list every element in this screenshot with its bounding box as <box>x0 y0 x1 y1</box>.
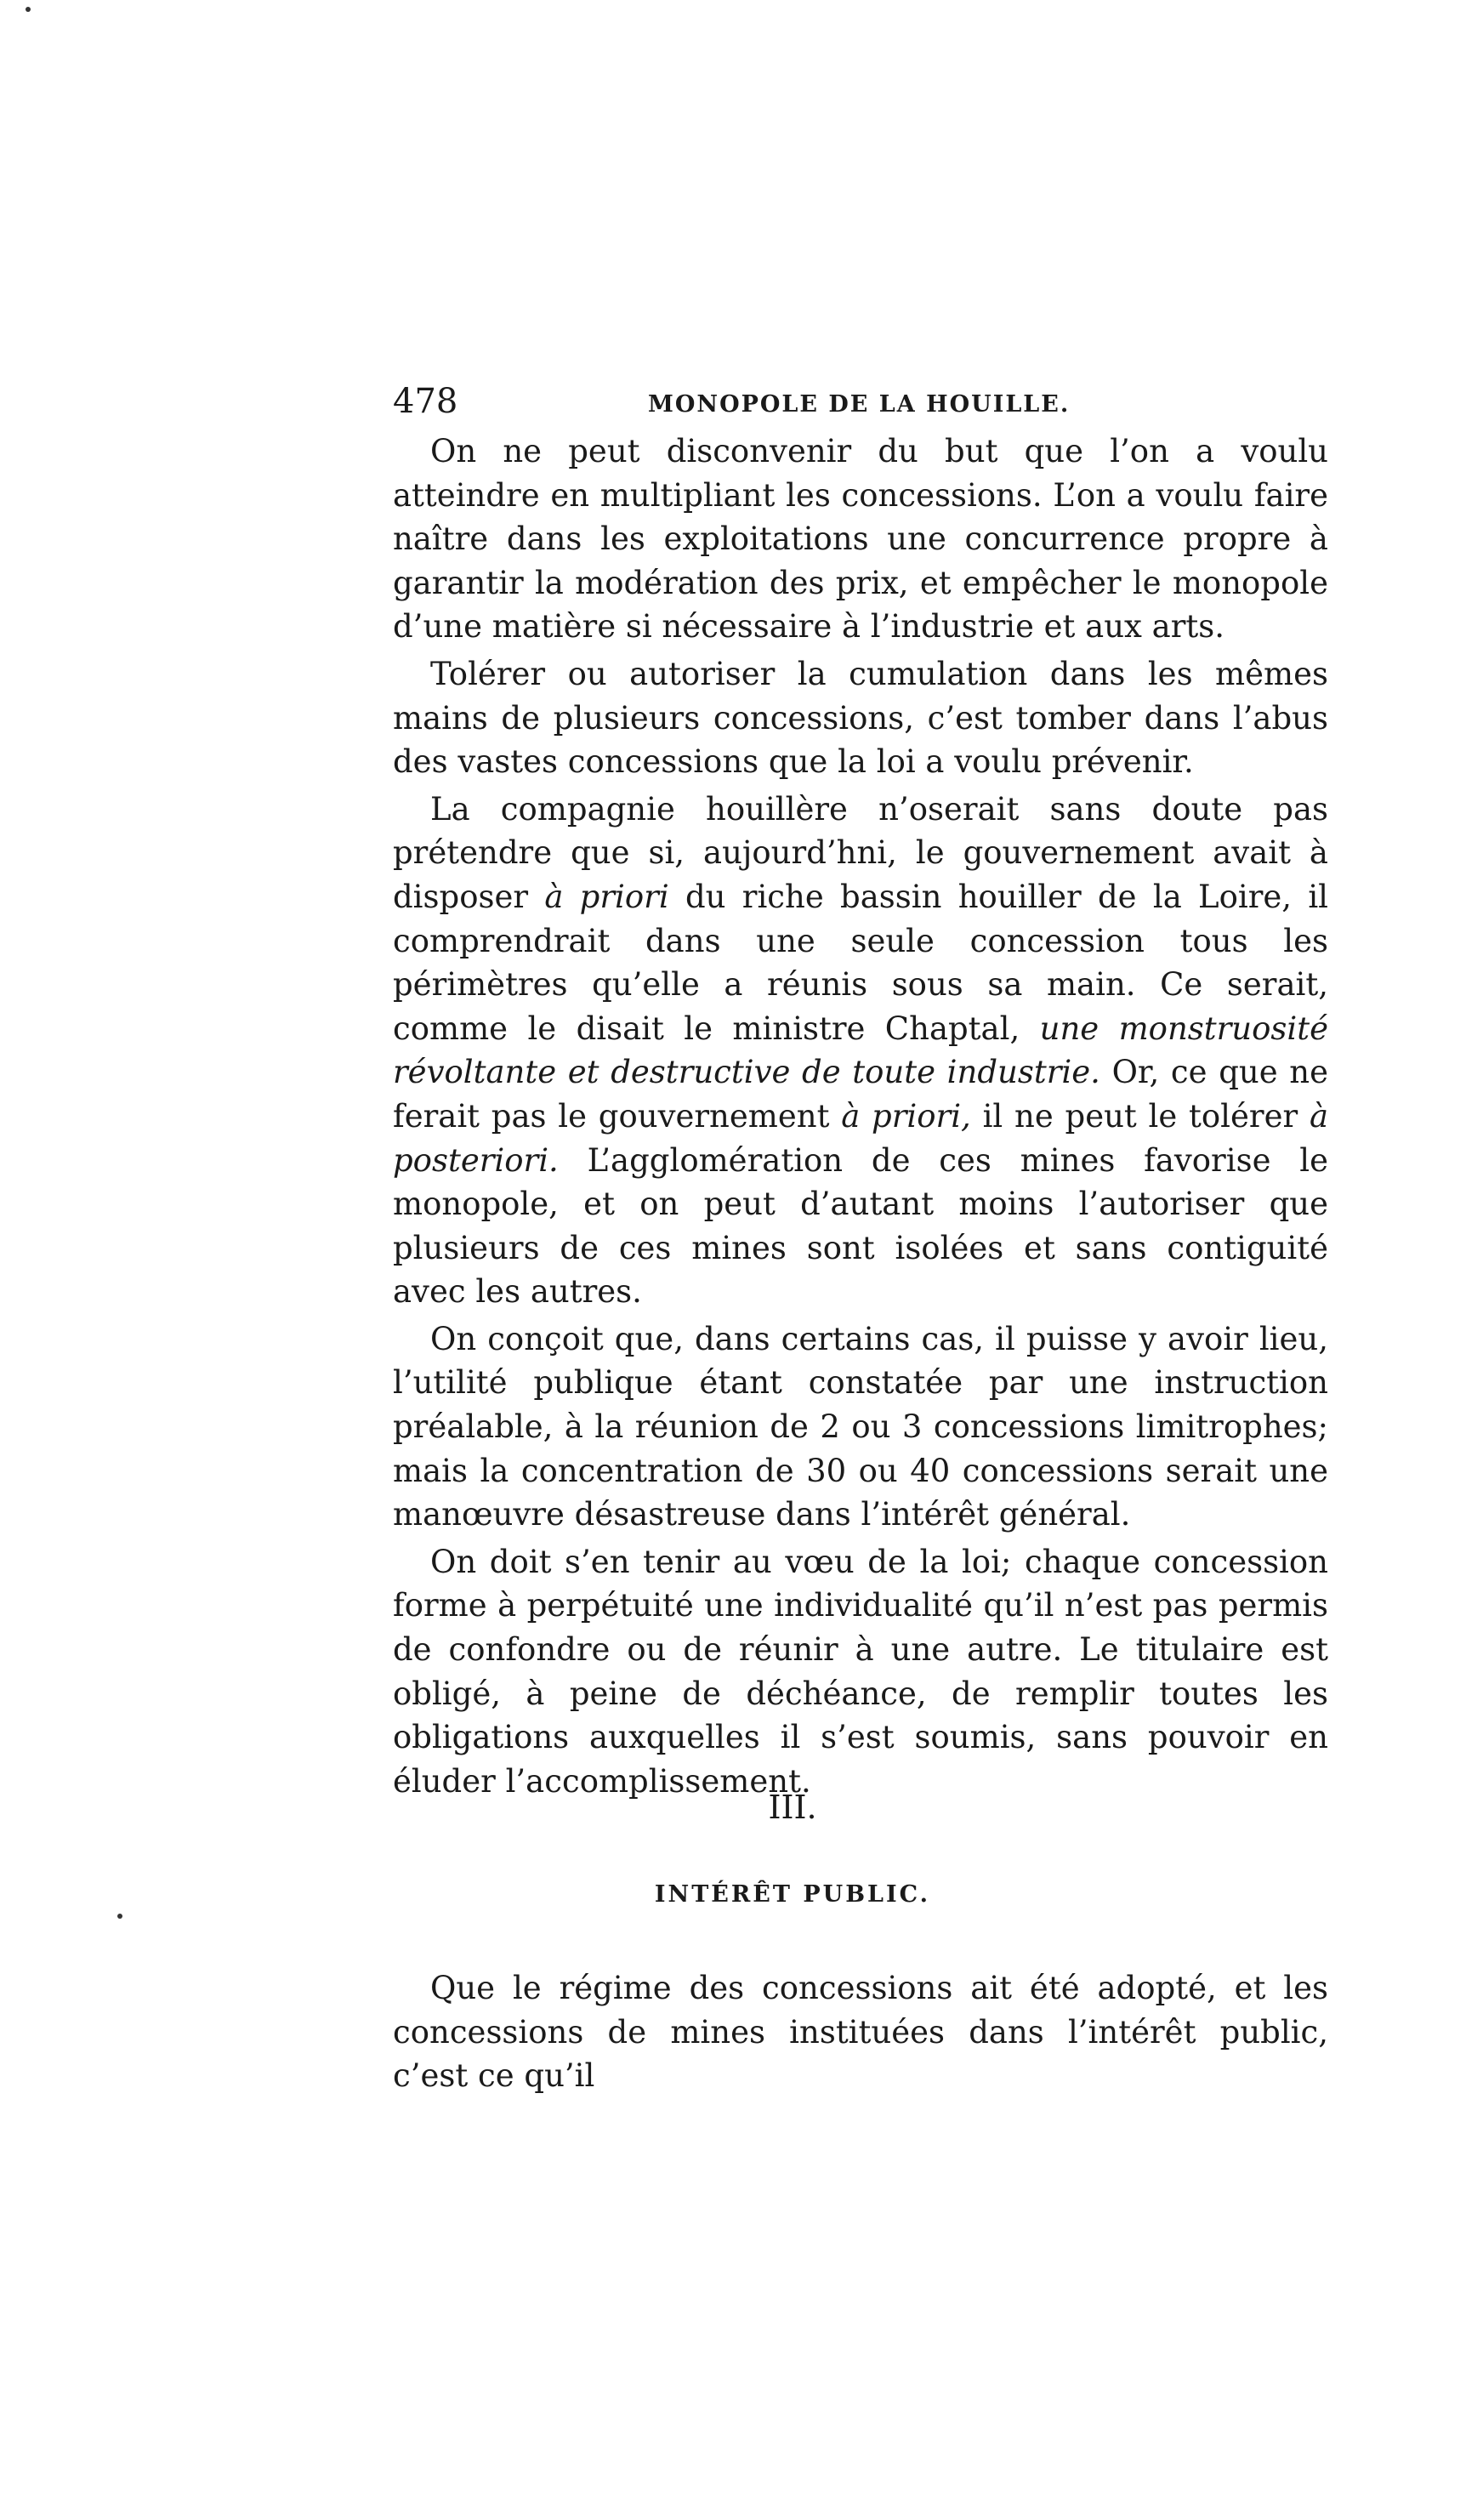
section-number: III. <box>768 1789 817 1826</box>
italic-text: à priori, <box>841 1097 971 1135</box>
paragraph <box>393 788 1328 1314</box>
italic-text: une monstruosité révoltante et destructive de toute industrie. <box>393 1010 1329 1091</box>
speck-mark <box>26 7 31 12</box>
text-run: du riche bassin houiller de la Loire, il comprendrait dans une seule concession tous les périmètres qu’elle a réunis sous sa main. Ce serait, comme le disait le ministre Chaptal, <box>393 878 1329 1047</box>
page-header <box>393 379 1320 424</box>
paragraph: Que le régime des concessions ait été adopté, et les concessions de mines instituées dans l’intérêt public, c’est ce qu’il <box>393 1970 1328 2095</box>
text-run: L’agglomération de ces mines favorise le monopole, et on peut d’autant moins l’autoriser que plusieurs de ces mines sont isolées et sans contiguité avec les autres. <box>393 1141 1328 1311</box>
italic-text: à posteriori. <box>393 1097 1329 1179</box>
running-title: MONOPOLE DE LA HOUILLE. <box>648 391 1071 418</box>
speck-mark <box>117 1914 122 1919</box>
paragraph: On ne peut disconvenir du but que l’on a voulu atteindre en multipliant les concessions. L’on a voulu faire naître dans les exploitations une concurrence propre à garantir la modération des prix, et empêcher le monopole d’une matière si nécessaire à l’industrie et aux arts. <box>393 433 1328 646</box>
page-number: 478 <box>393 382 458 421</box>
paragraph: On conçoit que, dans certains cas, il puisse y avoir lieu, l’utilité publique étant constatée par une instruction préalable, à la réunion de 2 ou 3 concessions limitrophes; mais la concentration de 30 ou 40 concessions serait une manœuvre désastreuse dans l’intérêt général. <box>393 1320 1328 1533</box>
paragraph: On doit s’en tenir au vœu de la loi; chaque concession forme à perpétuité une individualité qu’il n’est pas permis de confondre ou de réunir à une autre. Le titulaire est obligé, à peine de déchéance, de remplir toutes les obligations auxquelles il s’est soumis, sans pouvoir en éluder l’accomplissement. <box>393 1543 1328 1800</box>
text-run: La compagnie houillère n’oserait sans doute pas prétendre que si, aujourd’hni, le gouvernement avait à disposer <box>393 790 1328 915</box>
closing-text <box>393 1966 1328 2098</box>
main-text <box>393 429 1328 1803</box>
text-run: Or, ce que ne ferait pas le gouvernement <box>393 1054 1329 1135</box>
paragraph: Tolérer ou autoriser la cumulation dans les mêmes mains de plusieurs concessions, c’est tomber dans l’abus des vastes concessions que la loi a voulu prévenir. <box>393 655 1328 781</box>
italic-text: à priori <box>544 878 669 915</box>
text-run: il ne peut le tolérer <box>982 1097 1298 1135</box>
section-title: INTÉRÊT PUBLIC. <box>654 1881 931 1908</box>
